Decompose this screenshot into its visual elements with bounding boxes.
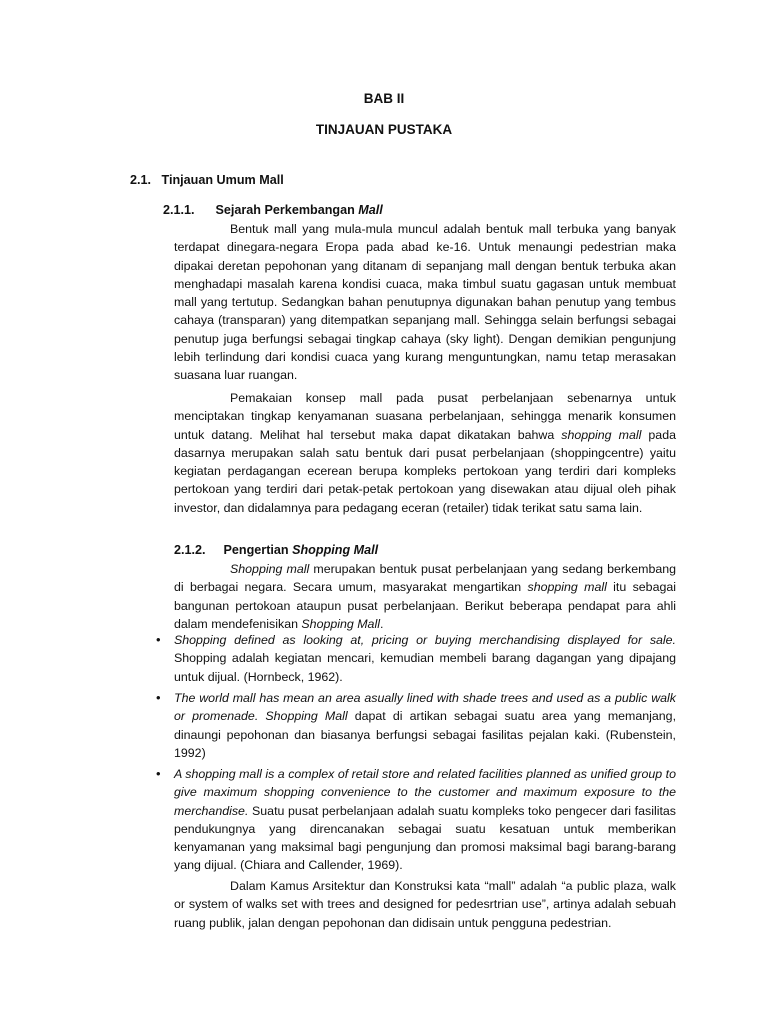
section-heading (130, 173, 284, 187)
paragraph-3-text-b: merupakan bentuk pusat perbelanjaan yang sedang berkembang di berbagai negara. Secara umum, masyarakat mengartikan (174, 562, 677, 595)
list-item-text: dapat di artikan sebagai suatu area yang memanjang, dinaungi pepohonan dan biasanya berfungsi sebagai fasilitas pejalan kaki. (Rubenstein, 1992) (174, 709, 677, 760)
paragraph-1-text: Bentuk mall yang mula-mula muncul adalah bentuk mall terbuka yang banyak terdapat dinegara-negara Eropa pada abad ke-16. Untuk menaungi pedestrian maka dipakai deretan pepohonan yang ditanam di sepanjang mall dengan bentuk terbuka akan menghadapi masalah karena kondisi cuaca, maka timbul suatu gagasan untuk membuat mall yang tertutup. Sedangkan bahan penutupnya digunakan bahan penutup yang tembus cahaya (transparan) yang ditempatkan sepanjang mall. Sehingga selain berfungsi sebagai penutup juga berfungsi sebagai tingkap cahaya (sky light). Dengan demikian pengunjung lebih terlindung dari kondisi cuaca yang kurang menguntungkan, namu tetap merasakan suasana luar ruangan. (174, 222, 676, 382)
chapter-title: TINJAUAN PUSTAKA (315, 122, 453, 137)
list-item-italic: Shopping defined as looking at, pricing or buying merchandising displayed for sale. (174, 633, 676, 647)
subsection-title-2-italic: Shopping Mall (292, 543, 379, 557)
bullet-dot: • (156, 632, 161, 647)
subsection-title-1-italic: Mall (358, 203, 383, 217)
chapter-label: BAB II (363, 91, 405, 106)
subsection-number-2: 2.1.2. (174, 543, 206, 557)
paragraph-2-text-c: pada dasarnya merupakan salah satu bentuk dari pusat perbelanjaan (shoppingcentre) yaitu kegiatan perdagangan ecerean berupa kompleks pertokoan yang terdiri dari kompleks pertokoan yang terdiri dari petak-petak pertokoan yang disewakan atau dijual oleh pihak investor, dan didalamnya para pedagang eceran (retailer) tidak terikat satu sama lain. (174, 427, 676, 515)
list-item-text: Shopping adalah kegiatan mencari, kemudian membeli barang dagangan yang dipajang untuk dijual. (Hornbeck, 1962). (174, 651, 676, 684)
paragraph-4-text: Dalam Kamus Arsitektur dan Konstruksi kata “mall” adalah “a public plaza, walk or system of walks set with trees and designed for pedesrtrian use”, artinya adalah sebuah ruang publik, jalan dengan pepohonan dan didisain untuk pengguna pedestrian. (174, 879, 676, 930)
bullet-dot: • (156, 690, 161, 705)
section-title: Tinjauan Umum Mall (161, 173, 284, 187)
paragraph-3-italic-c: shopping mall (527, 580, 607, 595)
subsection-heading-1 (163, 203, 383, 217)
bullet-dot: • (156, 766, 161, 781)
paragraph-2-text-a: Pemakaian konsep mall pada pusat perbelanjaan sebenarnya untuk menciptakan tingkap kenyamanan suasana perbelanjaan, sehingga menarik konsumen untuk datang. Melihat hal tersebut maka dapat dikatakan bahwa (174, 391, 676, 442)
list-item-text: Suatu pusat perbelanjaan adalah suatu kompleks toko pengecer dari fasilitas pendukungnya yang direncanakan sebagai suatu kesatuan untuk memberikan kenyamanan yang maksimal bagi pengunjung dan promosi maksimal bagi barang-barang yang dijual. (Chiara and Callender, 1969). (174, 803, 676, 873)
list-item-italic: The world mall has mean an area asually lined with shade trees and used as a public walk or promenade. (174, 691, 676, 724)
subsection-heading-2 (174, 543, 378, 557)
paragraph-3-text-d: itu sebagai bangunan pertokoan ataupun pusat perbelanjaan. Berikut beberapa pendapat para ahli dalam mendefenisikan (174, 580, 676, 631)
paragraph-2 (174, 389, 676, 517)
paragraph-3-italic-a: Shopping mall (230, 562, 310, 576)
paragraph-3-text-f: . (379, 616, 384, 631)
paragraph-1 (174, 220, 676, 384)
subsection-title-2: Pengertian (223, 543, 293, 557)
list-item (156, 765, 676, 875)
paragraph-4 (174, 877, 676, 932)
list-item-italic-2: Shopping Mall (265, 709, 348, 724)
list-item (156, 631, 676, 686)
paragraph-3 (174, 560, 676, 633)
list-item (156, 689, 677, 762)
section-number: 2.1. (130, 173, 152, 187)
subsection-number-1: 2.1.1. (163, 203, 195, 217)
paragraph-3-italic-e: Shopping Mall (301, 616, 380, 631)
subsection-title-1: Sejarah Perkembangan (215, 203, 359, 217)
list-item-italic: A shopping mall is a complex of retail store and related facilities planned as unified group to give maximum shopping convenience to the customer and maximum exposure to the merchandise. (174, 767, 676, 818)
paragraph-2-italic: shopping mall (561, 427, 642, 442)
